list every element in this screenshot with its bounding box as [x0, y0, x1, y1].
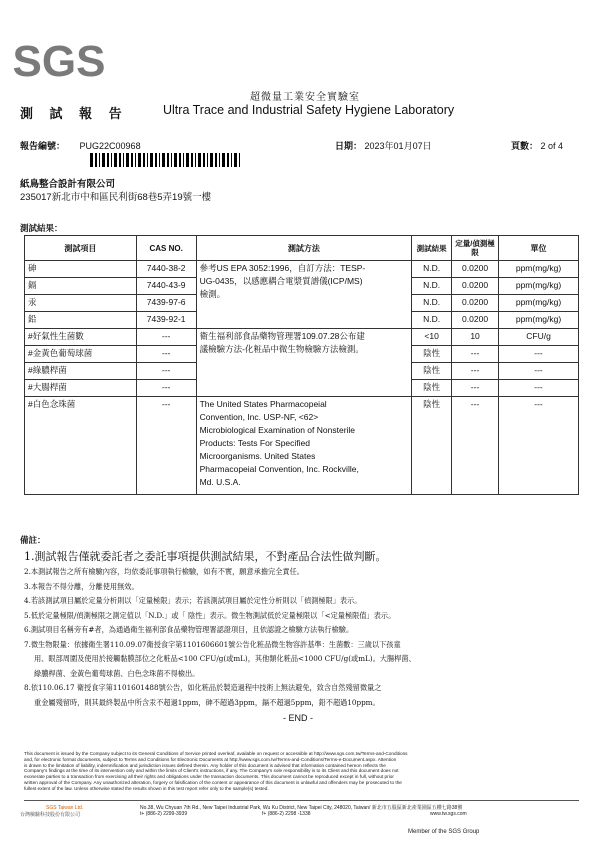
report-label: 測 試 報 告: [20, 107, 128, 122]
note-3: 3.本報告不得分離，分離使用無效。: [24, 581, 139, 591]
method-line: 檢測。: [199, 289, 226, 299]
limit-value: ---: [452, 380, 499, 397]
item-name: #好氣性生菌數: [25, 329, 137, 346]
note-8-cont: 重金屬殘留時，則其最終製品中所含汞不超過1ppm，砷不超過3ppm，鎘不超過5ppm，鉛不超過10ppm。: [34, 697, 380, 707]
client-address: 235017新北市中和區民利街68巷5弄19號一樓: [20, 192, 212, 203]
result-value: N.D.: [412, 295, 452, 312]
result-value: 陰性: [412, 397, 452, 495]
result-value: N.D.: [412, 278, 452, 295]
limit-value: 0.0200: [452, 295, 499, 312]
report-no-label: 報告編號：: [20, 141, 66, 151]
end-mark: - END -: [283, 713, 313, 723]
sgs-logo-text: SGS: [12, 37, 106, 86]
unit-value: ppm(mg/kg): [499, 261, 579, 278]
note-6: 6.測試項目名稱旁有#者，為通過衛生福利部食品藥物管理署認證項目，且依認證之檢驗方法執行檢驗。: [24, 625, 354, 634]
footer-website: www.tw.sgs.com: [430, 811, 467, 817]
table-row: [25, 329, 579, 346]
table-row: [25, 261, 579, 278]
disclaimer-line: fullest extent of the law. Unless otherwise stated the results shown in this test report refer only to the sample(s) tested.: [24, 785, 269, 791]
report-number: [20, 139, 141, 152]
report-no-value: PUG22C00968: [79, 141, 141, 151]
footer-address: No.38, Wu Chyuan 7th Rd., New Taipei Industrial Park, Wu Ku District, New Taipei City, 248020, Taiwan/ 新北市五股區新北產業園區五權七路38號: [140, 805, 463, 811]
method-line: Pharmacopeial Convention, Inc. Rockville,: [199, 464, 359, 474]
method-cell-icpms: [196, 261, 412, 329]
method-cell-microbio: [196, 329, 412, 397]
method-cell-usp: [196, 397, 412, 495]
results-header-row: [25, 236, 579, 261]
note-4: 4.若該測試項目屬於定量分析則以「定量極限」表示；若該測試項目屬於定性分析則以「偵測極限」表示。: [24, 596, 362, 605]
note-5: 5.低於定量極限/偵測極限之測定值以「N.D.」或「 陰性」表示。微生物測試低於定量極限以「<定量極限值」表示。: [24, 610, 396, 620]
result-value: <10: [412, 329, 452, 346]
note-2: 2.本測試報告之所有檢驗內容，均依委託事項執行檢驗，如有不實，願意承擔完全責任。: [24, 567, 304, 576]
date-label: 日期：: [335, 141, 363, 151]
disclaimer-line: exonerate parties to a transaction from exercising all their rights and obligations under the transaction documents. This document cannot be reproduced except in full, without prior: [24, 774, 394, 780]
method-line: Md. U.S.A.: [199, 477, 241, 487]
method-line: 議檢驗方法-化粧品中微生物檢驗方法檢測。: [199, 344, 364, 354]
cas-no: 7440-43-9: [136, 278, 196, 295]
cas-no: 7439-97-6: [136, 295, 196, 312]
report-date: [335, 139, 432, 152]
item-name: #白色念珠菌: [25, 397, 137, 495]
method-line: Microbiological Examination of Nonsterile: [199, 425, 356, 435]
footer-company-cn: 台灣檢驗科技股份有限公司: [20, 812, 81, 818]
notes-label: 備註：: [20, 535, 46, 545]
note-8: 8.依110.06.17 衛授食字第1101601488號公告，如化粧品於製造過程中技術上無法避免，致含自然殘留微量之: [24, 683, 382, 692]
header-item: 測試項目: [25, 236, 137, 261]
unit-value: CFU/g: [499, 329, 579, 346]
unit-value: ---: [499, 363, 579, 380]
cas-no: ---: [136, 397, 196, 495]
disclaimer-line: This document is issued by the Company subject to its General Conditions of Service printed overleaf, available on request or accessible at http://www.sgs.com.tw/Terms-and-Conditions: [24, 751, 408, 756]
table-row: [25, 397, 579, 495]
cas-no: ---: [136, 363, 196, 380]
disclaimer: [24, 751, 579, 792]
note-7-cont: 用、眼部周圍及使用於接觸黏膜部位之化粧品<100 CFU/g(或mL)，其他類化粧品<1000 CFU/g(或mL)。大腸桿菌、: [34, 654, 416, 663]
item-name: #大腸桿菌: [25, 380, 137, 397]
disclaimer-line: written approval of the Company. Any unauthorized alteration, forgery or falsification of the content or appearance of this document is unlawful and offenders may be prosecuted to the: [24, 779, 402, 785]
sgs-logo: [12, 34, 106, 86]
disclaimer-line: Company's findings at the time of its intervention only and within the limits of Client's instructions, if any. The Company's sole responsibility is to its Client and this document does not: [24, 768, 399, 774]
limit-value: ---: [452, 397, 499, 495]
cas-no: ---: [136, 380, 196, 397]
limit-value: 0.0200: [452, 278, 499, 295]
item-name: 砷: [25, 261, 137, 278]
footer-member: Member of the SGS Group: [408, 829, 480, 835]
result-value: 陰性: [412, 380, 452, 397]
item-name: 汞: [25, 295, 137, 312]
page-value: 2 of 4: [540, 141, 564, 151]
result-value: N.D.: [412, 312, 452, 329]
footer-divider: [24, 800, 579, 801]
method-line: Products: Tests For Specified: [199, 438, 310, 448]
date-value: 2023年01月07日: [364, 141, 432, 151]
results-table: [24, 235, 579, 495]
footer-fax: f+ (886-2) 2298 -1338: [262, 811, 311, 817]
cas-no: ---: [136, 329, 196, 346]
method-line: The United States Pharmacopeial: [199, 399, 327, 409]
header-limit: 定量/偵測極限: [452, 236, 499, 261]
unit-value: ppm(mg/kg): [499, 312, 579, 329]
method-line: 參考US EPA 3052:1996，自訂方法：TESP-: [199, 263, 366, 273]
page-number: [511, 139, 563, 152]
notes-list: [24, 548, 584, 710]
item-name: #金黃色葡萄球菌: [25, 346, 137, 363]
header-method: 測試方法: [196, 236, 412, 261]
method-line: 衛生福利部食品藥物管理署109.07.28公布建: [199, 331, 365, 341]
unit-value: ---: [499, 346, 579, 363]
client-company: 紙鳥整合設計有限公司: [20, 179, 116, 190]
item-name: 鎘: [25, 278, 137, 295]
limit-value: 0.0200: [452, 261, 499, 278]
unit-value: ppm(mg/kg): [499, 278, 579, 295]
cas-no: 7440-38-2: [136, 261, 196, 278]
note-7-cont: 綠膿桿菌、金黃色葡萄球菌、白色念珠菌不得檢出。: [34, 668, 200, 678]
header-result: 測試結果: [412, 236, 452, 261]
cas-no: 7439-92-1: [136, 312, 196, 329]
unit-value: ---: [499, 380, 579, 397]
footer-phone: t+ (886-2) 2299-3939: [140, 811, 188, 817]
cas-no: ---: [136, 346, 196, 363]
lab-name-cn: 超微量工業安全實驗室: [250, 92, 360, 103]
limit-value: 0.0200: [452, 312, 499, 329]
limit-value: 10: [452, 329, 499, 346]
page-label: 頁數：: [511, 141, 539, 151]
disclaimer-line: is drawn to the limitation of liability, indemnification and jurisdiction issues defined therein. Any holder of this document is advised that information contained hereon reflects the: [24, 762, 386, 768]
item-name: 鉛: [25, 312, 137, 329]
note-7: 7.微生物限量：依據衛生署110.09.07衛授食字第1101606601號公告化粧品微生物容許基準：生菌數：三歲以下孩童: [24, 639, 401, 649]
limit-value: ---: [452, 346, 499, 363]
limit-value: ---: [452, 363, 499, 380]
result-value: 陰性: [412, 346, 452, 363]
item-name: #綠膿桿菌: [25, 363, 137, 380]
result-value: 陰性: [412, 363, 452, 380]
result-value: N.D.: [412, 261, 452, 278]
method-line: Microorganisms. United States: [199, 451, 316, 461]
header-unit: 單位: [499, 236, 579, 261]
unit-value: ppm(mg/kg): [499, 295, 579, 312]
barcode: [90, 153, 240, 167]
note-1: 1.測試報告僅就委託者之委託事項提供測試結果，不對產品合法性做判斷。: [24, 550, 387, 563]
footer-company-en: SGS Taiwan Ltd.: [46, 805, 84, 811]
results-label: 測試結果：: [20, 223, 63, 233]
method-line: Convention, Inc. USP-NF, <62>: [199, 412, 319, 422]
unit-value: ---: [499, 397, 579, 495]
header-cas: CAS NO.: [136, 236, 196, 261]
method-line: UG-0435，以感應耦合電漿質譜儀(ICP/MS): [199, 276, 363, 286]
lab-name-en: Ultra Trace and Industrial Safety Hygiene Laboratory: [163, 103, 455, 117]
disclaimer-line: and, for electronic format documents, subject to Terms and Conditions for Electronic Documents at http://www.sgs.com.tw/Terms-and-Conditions/Terms-e-Document.aspx. Attention: [24, 756, 397, 762]
